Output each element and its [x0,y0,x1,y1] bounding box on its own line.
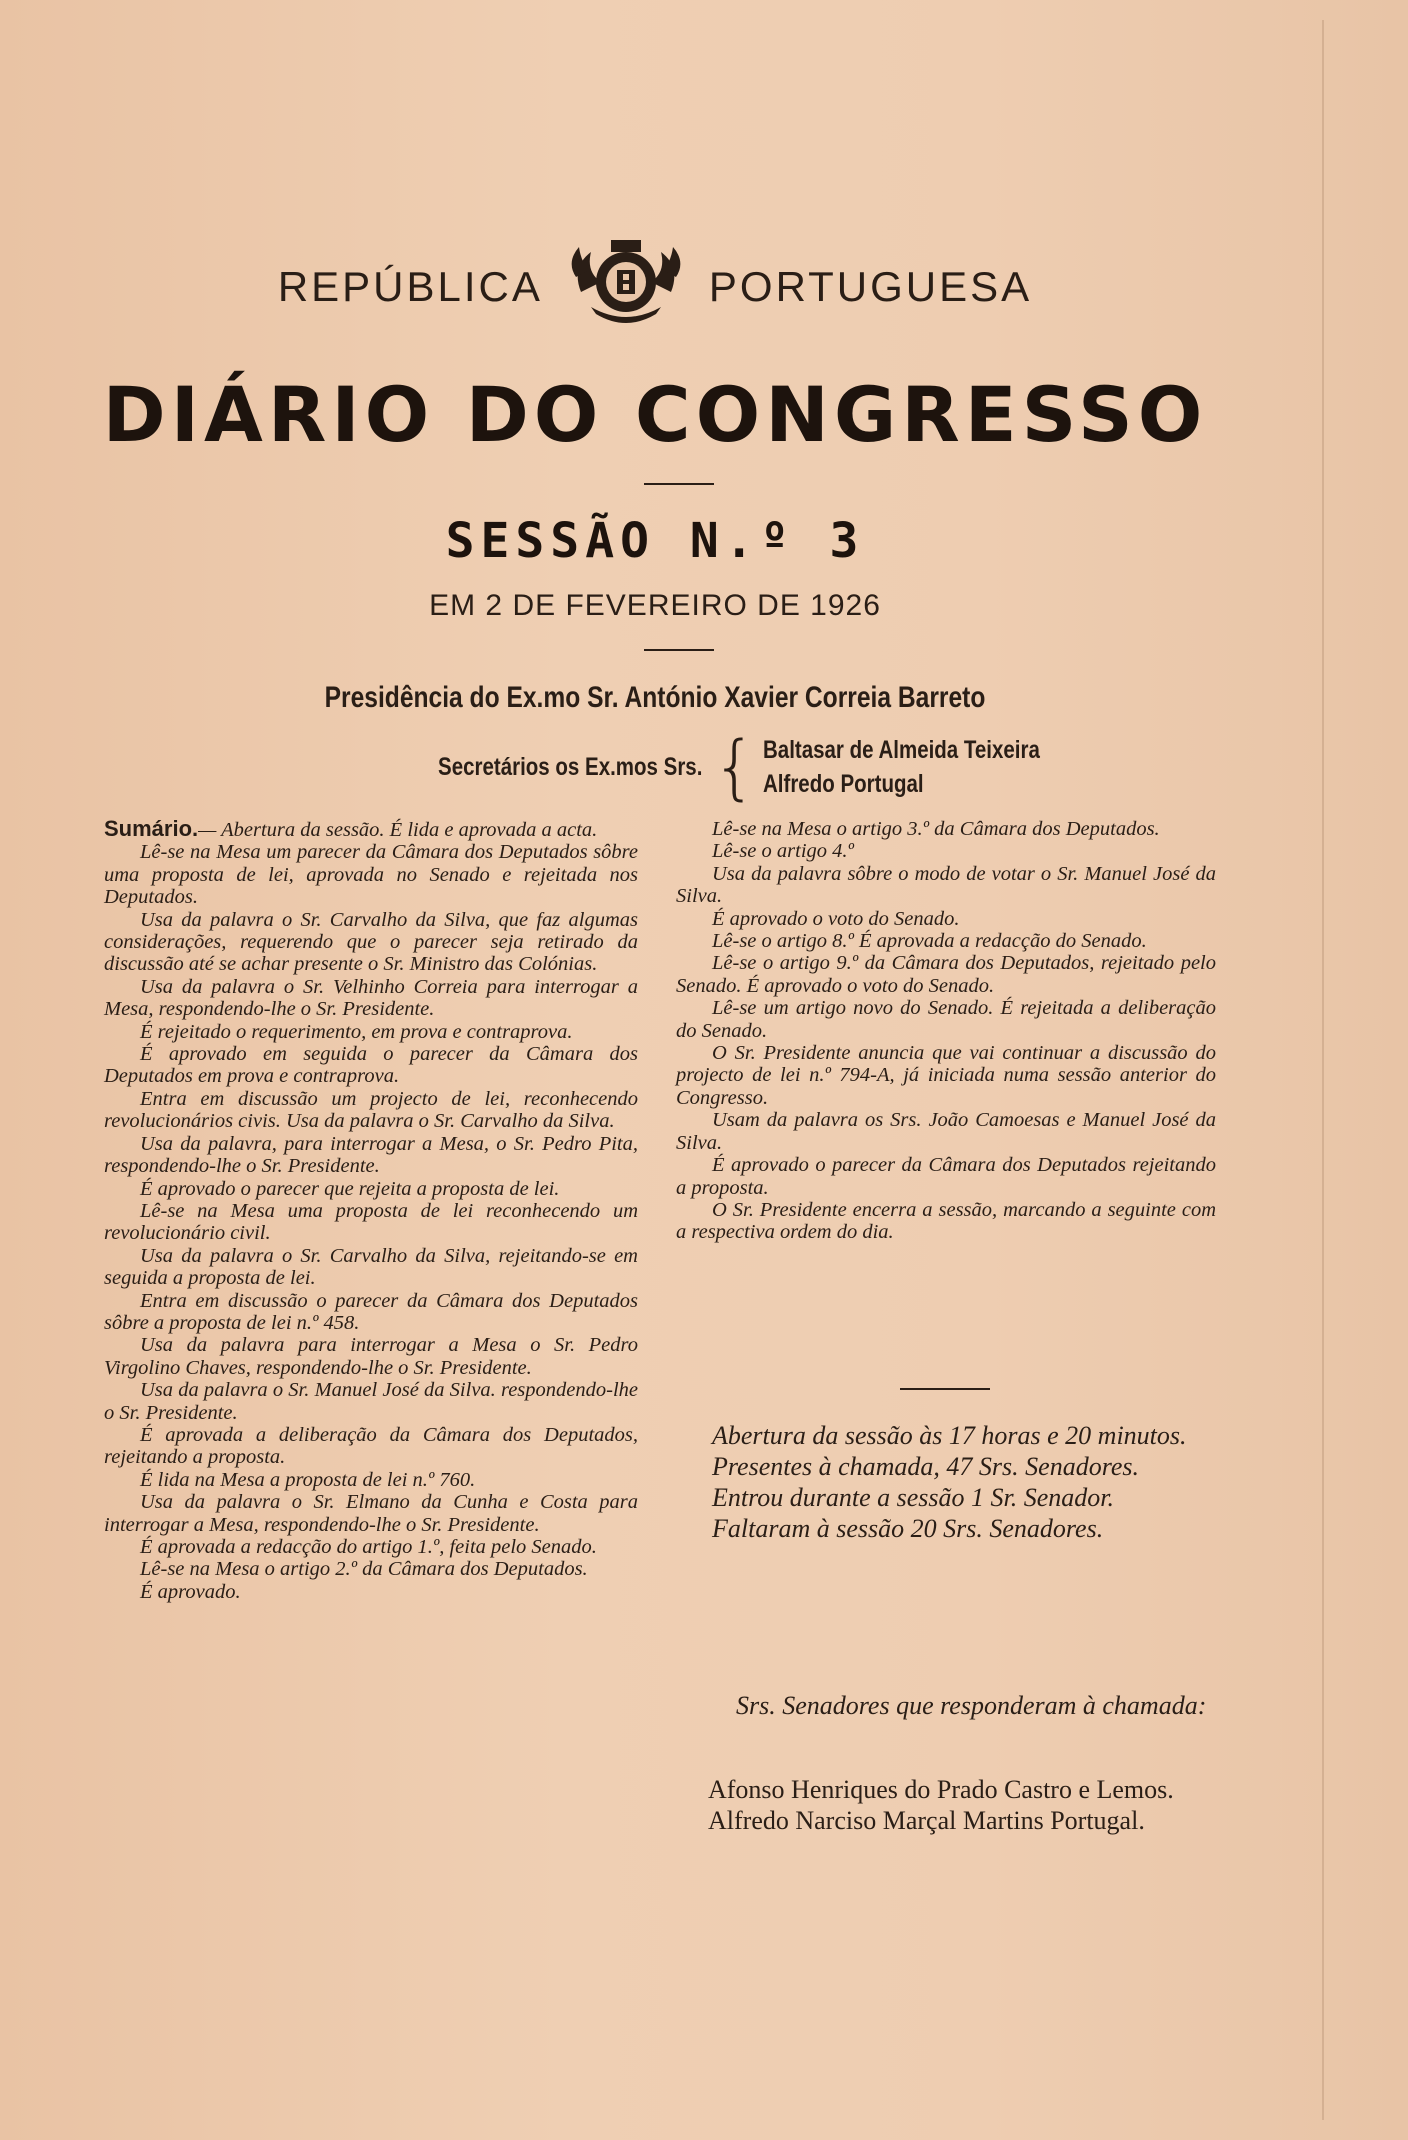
summary-paragraph: Sumário.— Abertura da sessão. É lida e aprovada a acta. [104,816,598,841]
summary-paragraph: Usa da palavra o Sr. Velhinho Correia para interrogar a Mesa, respondendo-lhe o Sr. Presidente. [104,975,638,1021]
summary-paragraph: Usa da palavra o Sr. Carvalho da Silva, que faz algumas considerações, requerendo que o parecer seja retirado da discussão até se achar presente o Sr. Ministro das Colónias. [104,908,638,976]
summary-paragraph: Usa da palavra, para interrogar a Mesa, o Sr. Pedro Pita, respondendo-lhe o Sr. Presidente. [104,1132,638,1178]
secretary-name: Alfredo Portugal [762,770,924,798]
summary-paragraph: Usa da palavra o Sr. Elmano da Cunha e Costa para interrogar a Mesa, respondendo-lhe o Sr. Presidente. [104,1491,638,1536]
summary-paragraph: Lê-se um artigo novo do Senado. É rejeitada a deliberação do Senado. [676,997,1216,1042]
senator-name: Afonso Henriques do Prado Castro e Lemos. [708,1775,1174,1804]
summary-paragraph: Usam da palavra os Srs. João Camoesas e Manuel José da Silva. [676,1109,1216,1154]
senators-list [676,1774,1216,1836]
summary-paragraph: Entra em discussão um projecto de lei, reconhecendo revolucionários civis. Usa da palavra o Sr. Carvalho da Silva. [104,1087,638,1133]
divider [644,483,714,485]
attendance-line: Entrou durante a sessão 1 Sr. Senador. [712,1483,1115,1512]
secretaries-label: Secretários os Ex.mos Srs. [438,752,703,781]
page-edge-line [1322,20,1324,2120]
attendance-line: Faltaram à sessão 20 Srs. Senadores. [712,1514,1104,1543]
summary-paragraph: Usa da palavra o Sr. Carvalho da Silva, rejeitando-se em seguida a proposta de lei. [104,1244,638,1290]
divider [644,649,714,651]
summary-paragraph: Usa da palavra sôbre o modo de votar o Sr. Manuel José da Silva. [676,862,1216,908]
summary-paragraph: É lida na Mesa a proposta de lei n.º 760. [140,1468,476,1491]
masthead [0,232,1230,715]
attendance-line: Abertura da sessão às 17 horas e 20 minutos. [712,1421,1187,1450]
summary-paragraph: É aprovada a deliberação da Câmara dos Deputados, rejeitando a proposta. [104,1423,638,1469]
coat-of-arms-icon [561,232,691,342]
summary-paragraph: O Sr. Presidente encerra a sessão, marcando a seguinte com a respectiva ordem do dia. [676,1198,1216,1244]
summary-paragraph: Lê-se na Mesa um parecer da Câmara dos Deputados sôbre uma proposta de lei, aprovada no Senado e rejeitada nos Deputados. [104,841,638,909]
summary-left-column [104,818,638,1603]
summary-paragraph: Lê-se o artigo 9.º da Câmara dos Deputados, rejeitado pelo Senado. É aprovado o voto do Senado. [676,952,1216,997]
summary-paragraph: O Sr. Presidente anuncia que vai continuar a discussão do projecto de lei n.º 794-A, já iniciada numa sessão anterior do Congresso. [676,1042,1216,1109]
summary-paragraph: É aprovada a redacção do artigo 1.º, feita pelo Senado. [140,1536,597,1558]
summary-paragraph: É aprovado em seguida o parecer da Câmara dos Deputados em prova e contraprova. [104,1043,638,1088]
summary-right-column [676,818,1216,1244]
summary-paragraph: Entra em discussão o parecer da Câmara dos Deputados sôbre a proposta de lei n.º 458. [104,1289,638,1334]
republic-header [80,232,1230,342]
summary-paragraph: Lê-se na Mesa o artigo 2.º da Câmara dos Deputados. [140,1558,588,1581]
summary-paragraph: Lê-se na Mesa uma proposta de lei reconhecendo um revolucionário civil. [104,1199,638,1245]
secretaries-names [763,733,1101,801]
summary-paragraph: É aprovado o voto do Senado. [712,907,960,930]
secretary-name: Baltasar de Almeida Teixeira [762,736,1040,764]
summary-label: Sumário. [104,816,199,841]
section-divider [900,1388,990,1390]
senator-name: Alfredo Narciso Marçal Martins Portugal. [708,1806,1145,1835]
summary-paragraph: É rejeitado o requerimento, em prova e contraprova. [140,1020,573,1043]
brace-glyph: { [712,726,757,808]
summary-paragraph: Usa da palavra para interrogar a Mesa o Sr. Pedro Virgolino Chaves, respondendo-lhe o Sr. Presidente. [104,1334,638,1379]
summary-paragraph: Lê-se o artigo 4.º [712,840,854,863]
summary-paragraph: É aprovado o parecer da Câmara dos Deputados rejeitando a proposta. [676,1154,1216,1199]
journal-title: DIÁRIO DO CONGRESSO [102,370,1208,459]
attendance-line: Presentes à chamada, 47 Srs. Senadores. [712,1452,1140,1481]
republica-text: REPÚBLICA [277,263,543,310]
summary-paragraph: É aprovado o parecer que rejeita a proposta de lei. [140,1177,560,1200]
portuguesa-text: PORTUGUESA [708,263,1033,310]
session-date: EM 2 DE FEVEREIRO DE 1926 [429,589,881,622]
summary-paragraph: Usa da palavra o Sr. Manuel José da Silva. respondendo-lhe o Sr. Presidente. [104,1379,638,1424]
presidency-line: Presidência do Ex.mo Sr. António Xavier Correia Barreto [324,681,986,714]
senators-heading: Srs. Senadores que responderam à chamada: [736,1691,1207,1720]
summary-paragraph: Lê-se o artigo 8.º É aprovada a redacção do Senado. [712,930,1147,953]
secretaries-block [380,726,1101,808]
session-number: SESSÃO N.º 3 [445,513,865,569]
summary-paragraph: Lê-se na Mesa o artigo 3.º da Câmara dos Deputados. [712,818,1160,840]
summary-paragraph: É aprovado. [140,1580,241,1603]
attendance-block [676,1420,1216,1544]
